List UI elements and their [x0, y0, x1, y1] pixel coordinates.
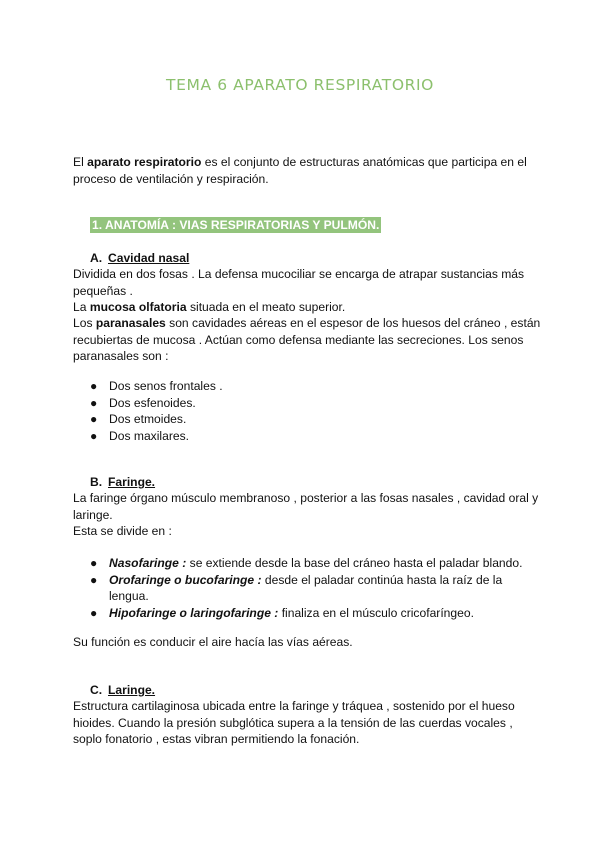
- bullet-icon: ●: [90, 379, 98, 393]
- list-item: [73, 572, 533, 605]
- subsection-b-paragraph-3: Su función es conducir el aire hacía las vías aéreas.: [73, 635, 353, 649]
- list-item-text: Dos etmoides.: [109, 412, 187, 427]
- bullet-icon: ●: [90, 572, 98, 587]
- intro-paragraph: [73, 154, 543, 187]
- subsection-a-paragraph-1: Dividida en dos fosas . La defensa mucociliar se encarga de atrapar sustancias más pequeñas .: [73, 267, 525, 298]
- list-item: [73, 378, 533, 395]
- section-1-heading: 1. ANATOMÍA : VIAS RESPIRATORIAS Y PULMÓN.: [92, 218, 380, 232]
- subsection-a-paragraph-3: [73, 315, 543, 365]
- list-item-desc: se extiende desde la base del cráneo hasta el paladar blando.: [186, 556, 523, 570]
- list-item: [73, 428, 533, 445]
- a-p3-post: son cavidades aéreas en el espesor de los huesos del cráneo , están recubiertas de mucosa . Actúan como defensa mediante las secreciones. Los senos paranasales son :: [73, 316, 541, 364]
- subsection-b-title: Faringe.: [108, 475, 156, 489]
- list-item-term: Nasofaringe :: [109, 556, 187, 570]
- a-p3-term: paranasales: [95, 316, 166, 330]
- list-item-text: Dos esfenoides.: [109, 395, 196, 410]
- list-item: [73, 411, 533, 428]
- subsection-a-letter: A.: [90, 251, 103, 265]
- subsection-c-heading: [90, 682, 155, 698]
- subsection-c-title: Laringe.: [108, 683, 156, 697]
- bullet-icon: ●: [90, 412, 98, 427]
- subsection-b-letter: B.: [90, 475, 103, 489]
- list-item-term: Orofaringe o bucofaringe :: [109, 572, 262, 587]
- list-item: [73, 555, 533, 572]
- bullet-icon: ●: [90, 556, 98, 570]
- list-item-desc: finaliza en el músculo cricofaríngeo.: [278, 605, 474, 620]
- a-p2-pre: La: [73, 300, 90, 314]
- subsection-b-heading: [90, 474, 155, 490]
- list-item-term: Hipofaringe o laringofaringe :: [109, 605, 279, 620]
- list-item-text: Dos maxilares.: [109, 428, 189, 443]
- subsection-b-paragraph-1: La faringe órgano músculo membranoso , posterior a las fosas nasales , cavidad oral y laringe.: [73, 491, 539, 522]
- list-item-text: Dos senos frontales .: [109, 379, 223, 393]
- a-p3-pre: Los: [73, 316, 96, 330]
- list-item-text: [109, 573, 502, 604]
- subsection-a-paragraph-2: [73, 299, 543, 316]
- page-title: TEMA 6 APARATO RESPIRATORIO: [166, 76, 434, 94]
- subsection-b-paragraph-2: Esta se divide en :: [73, 524, 172, 538]
- subsection-c-paragraph-1: Estructura cartilaginosa ubicada entre la faringe y tráquea , sostenido por el hueso hioides. Cuando la presión subglótica supera a la tensión de las cuerdas vocales , soplo fonatorio , estas vibran permitiendo la fonación.: [73, 699, 515, 747]
- a-p2-post: situada en el meato superior.: [186, 300, 346, 314]
- list-item: [73, 395, 533, 412]
- intro-term: aparato respiratorio: [87, 155, 202, 169]
- senos-list: [73, 378, 533, 444]
- faringe-list: [73, 555, 533, 621]
- list-item-desc: desde el paladar continúa hasta la raíz de la lengua.: [109, 572, 503, 604]
- bullet-icon: ●: [90, 395, 98, 410]
- intro-text-post: es el conjunto de estructuras anatómicas que participa en el proceso de ventilación y respiración.: [73, 155, 527, 186]
- bullet-icon: ●: [90, 605, 98, 620]
- subsection-a-heading: [90, 250, 189, 266]
- subsection-a-title: Cavidad nasal: [108, 251, 190, 265]
- subsection-c-letter: C.: [90, 683, 103, 697]
- bullet-icon: ●: [90, 428, 98, 443]
- list-item-text: [109, 606, 474, 620]
- a-p2-term: mucosa olfatoria: [89, 300, 187, 314]
- intro-text-pre: El: [73, 155, 88, 169]
- list-item-text: [109, 556, 522, 570]
- list-item: [73, 605, 533, 622]
